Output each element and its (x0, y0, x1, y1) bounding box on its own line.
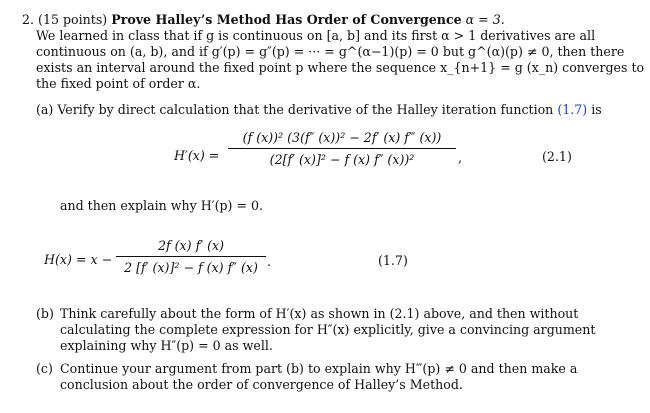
eq17-tag: (1.7) (378, 253, 408, 268)
part-c-line-1: Continue your argument from part (b) to explain why H‴(p) ≠ 0 and then make a (60, 361, 578, 376)
intro-line-3: exists an interval around the fixed point p where the sequence x_{n+1} = g (x_n) converges to (36, 60, 645, 75)
part-a-text-after: is (591, 102, 602, 117)
problem-title: Prove Halley’s Method Has Order of Convergence (111, 12, 462, 27)
part-c-label: (c) (36, 361, 53, 376)
intro-line-1: We learned in class that if g is continuous on [a, b] and its first α > 1 derivatives are all (36, 28, 596, 43)
intro-line-4: the fixed point of order α. (36, 76, 201, 91)
eq17-fraction-bar (116, 256, 266, 257)
eq17-denominator: 2 [f′ (x)]² − f (x) f″ (x) (124, 260, 258, 275)
part-b-line-1: Think carefully about the form of H′(x) as shown in (2.1) above, and then without (60, 306, 579, 321)
part-a-text-before: Verify by direct calculation that the derivative of the Halley iteration function (57, 102, 554, 117)
eq21-numerator: (f (x))² (3(f″ (x))² − 2f′ (x) f‴ (x)) (242, 130, 442, 145)
problem-heading (22, 12, 505, 27)
eq17-trail: . (267, 254, 272, 269)
eq21-denominator: (2[f′ (x)]² − f (x) f″ (x))² (269, 152, 415, 167)
part-b-label: (b) (36, 306, 54, 321)
problem-title-math: α = 3. (465, 12, 505, 27)
part-a-ref-link[interactable]: (1.7) (557, 102, 588, 117)
eq17-fraction (116, 238, 266, 275)
eq21-fraction-bar (228, 148, 456, 149)
eq21-lhs: H′(x) = (174, 148, 220, 163)
part-a-label: (a) (36, 102, 54, 117)
part-a-text (36, 102, 602, 117)
part-b-line-2: calculating the complete expression for H″(x) explicitly, give a convincing argument (60, 322, 596, 337)
part-a-after: and then explain why H′(p) = 0. (60, 198, 264, 213)
eq21-tag: (2.1) (542, 149, 572, 164)
eq21-fraction (228, 130, 456, 167)
part-b-line-3: explaining why H″(p) = 0 as well. (60, 338, 273, 353)
eq21-trail: , (458, 150, 463, 165)
eq17-numerator: 2f (x) f′ (x) (157, 238, 225, 253)
eq17-lhs: H(x) = x − (44, 252, 113, 267)
part-c-line-2: conclusion about the order of convergence of Halley’s Method. (60, 377, 463, 392)
intro-line-2: continuous on (a, b), and if g′(p) = g″(p) = ··· = g^(α−1)(p) = 0 but g^(α)(p) ≠ 0, then there (36, 44, 625, 59)
problem-number: 2. (22, 12, 35, 27)
problem-points: (15 points) (38, 12, 108, 27)
